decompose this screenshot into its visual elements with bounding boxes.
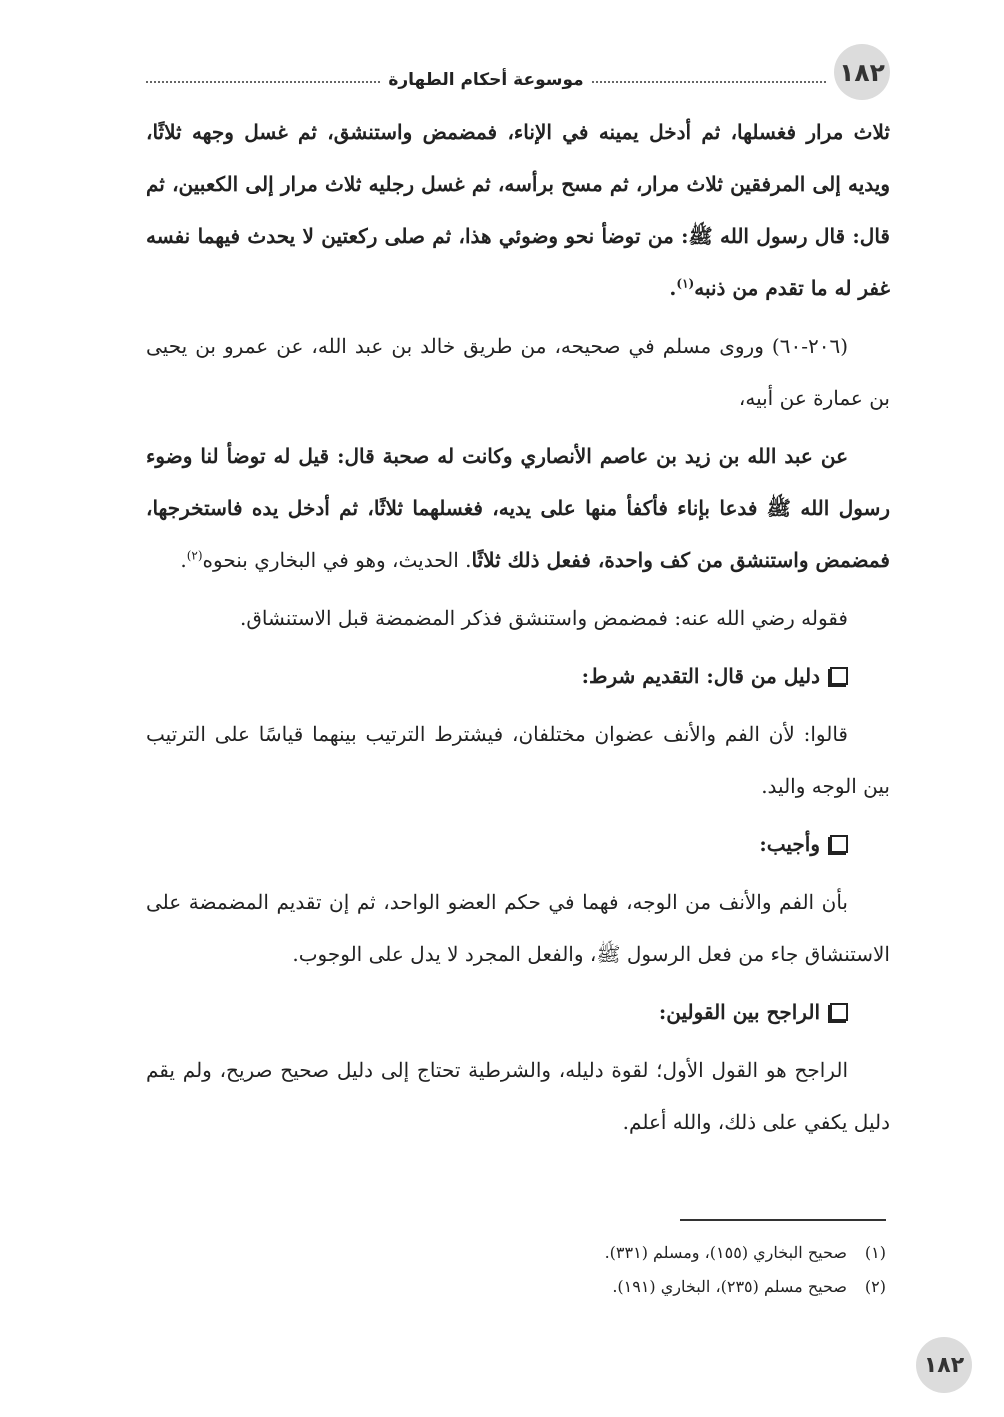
footnote-item	[146, 1270, 886, 1304]
paragraph-end: .	[669, 276, 677, 300]
footnote-text: صحيح البخاري (١٥٥)، ومسلم (٣٣١).	[604, 1243, 847, 1262]
footnotes	[146, 1236, 886, 1304]
paragraph-response: بأن الفم والأنف من الوجه، فهما في حكم العضو الواحد، ثم إن تقديم المضمضة على الاستنشاق جاء من فعل الرسول ﷺ، والفعل المجرد لا يدل على الوجوب.	[146, 890, 890, 966]
page-content	[146, 106, 890, 1154]
section-heading-text: الراجح بين القولين:	[658, 1000, 820, 1024]
paragraph-text: ثلاث مرار فغسلها، ثم أدخل يمينه في الإناء، فمضمض واستنشق، ثم غسل وجهه ثلاثًا، ويديه إلى المرفقين ثلاث مرار، ثم مسح برأسه، ثم غسل رجليه ثلاث مرار إلى الكعبين، ثم قال: قال رسول الله ﷺ: من توضأ نحو وضوئي هذا، ثم صلى ركعتين لا يحدث فيهما نفسه غفر له ما تقدم من ذنبه	[146, 120, 890, 300]
hadith-text-bold: عن عبد الله بن زيد بن عاصم الأنصاري وكانت له صحبة قال: قيل له توضأ لنا وضوء رسول الله ﷺ فدعا بإناء فأكفأ منها على يديه، فغسلهما ثلاثًا، ثم أدخل يده فاستخرجها، فمضمض واستنشق من كف واحدة، ففعل ذلك ثلاثًا	[146, 444, 890, 572]
footnote-number: (٢)	[864, 1277, 886, 1296]
paragraph-hadith-text	[146, 430, 890, 586]
paragraph-hadith-chain: (٢٠٦-٦٠) وروى مسلم في صحيحه، من طريق خالد بن عبد الله، عن عمرو بن يحيى بن عمارة عن أبيه،	[146, 334, 890, 410]
page-number-badge: ١٨٢	[834, 44, 890, 100]
hadith-text-rest: . الحديث، وهو في البخاري بنحوه	[202, 548, 472, 572]
checkbox-square-icon	[830, 835, 848, 853]
section-heading-text: دليل من قال: التقديم شرط:	[581, 664, 820, 688]
header-title-line	[146, 72, 826, 92]
footnote-ref-2[interactable]: (٢)	[186, 548, 203, 563]
running-title: موسوعة أحكام الطهارة	[388, 70, 584, 90]
paragraph-commentary: فقوله رضي الله عنه: فمضمض واستنشق فذكر المضمضة قبل الاستنشاق.	[239, 606, 848, 630]
page-header	[146, 44, 890, 100]
footnote-item	[146, 1236, 886, 1270]
section-heading-evidence	[146, 650, 890, 702]
section-heading-preferred	[146, 986, 890, 1038]
paragraph-end: .	[180, 548, 187, 572]
paragraph-conclusion: الراجح هو القول الأول؛ لقوة دليله، والشرطية تحتاج إلى دليل صحيح صريح، ولم يقم دليل يكفي على ذلك، والله أعلم.	[146, 1058, 890, 1134]
footnote-number: (١)	[864, 1243, 886, 1262]
section-heading-response	[146, 818, 890, 870]
footnote-divider	[680, 1219, 886, 1221]
footnote-text: صحيح مسلم (٢٣٥)، البخاري (١٩١).	[612, 1277, 847, 1296]
footnote-ref-1[interactable]: (١)	[676, 276, 695, 291]
paragraph-argument: قالوا: لأن الفم والأنف عضوان مختلفان، فيشترط الترتيب بينهما قياسًا على الترتيب بين الوجه واليد.	[146, 722, 890, 798]
paragraph-hadith-continuation	[146, 106, 890, 314]
header-dots-right	[592, 81, 826, 83]
checkbox-square-icon	[830, 667, 848, 685]
header-dots-left	[146, 81, 380, 83]
checkbox-square-icon	[830, 1003, 848, 1021]
footer-page-number-badge: ١٨٢	[916, 1337, 972, 1393]
section-heading-text: وأجيب:	[759, 832, 820, 856]
